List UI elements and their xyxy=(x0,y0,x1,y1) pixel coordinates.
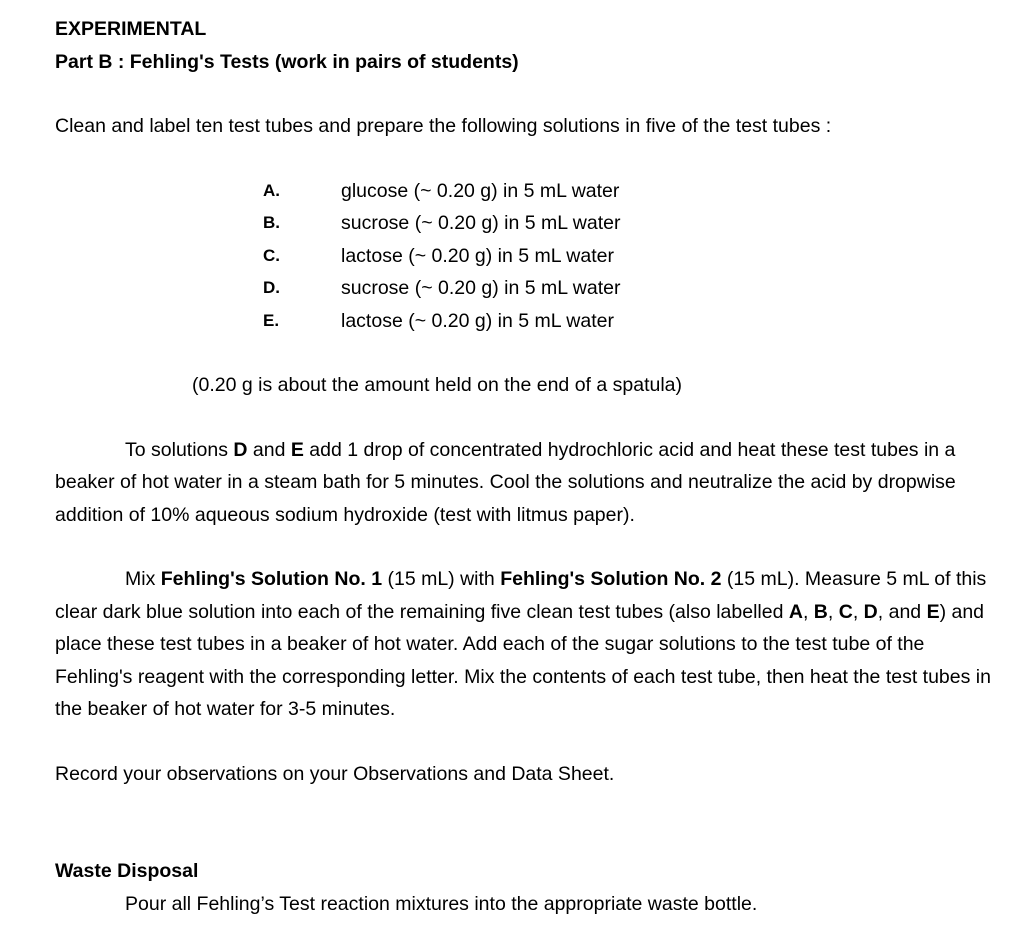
experimental-heading: EXPERIMENTAL xyxy=(55,18,207,40)
fehling-procedure-paragraph: Mix Fehling's Solution No. 1 (15 mL) with Fehling's Solution No. 2 (15 mL). Measure 5 mL of this clear dark blue solution into each of the remaining five clean test tubes (also labelled A, B, C, D, and E) and place these test tubes in a beaker of hot water. Add each of the sugar solutions to the test tube of the Fehling's reagent with the corresponding letter. Mix the contents of each test tube, then heat the test tubes in the beaker of hot water for 3-5 minutes. xyxy=(55,568,991,720)
list-item xyxy=(55,305,995,338)
list-item xyxy=(55,272,995,305)
solution-text: lactose (~ 0.20 g) in 5 mL water xyxy=(341,309,614,332)
acid-hydrolysis-paragraph: To solutions D and E add 1 drop of concentrated hydrochloric acid and heat these test tubes in a beaker of hot water in a steam bath for 5 minutes. Cool the solutions and neutralize the acid by dropwise addition of 10% aqueous sodium hydroxide (test with litmus paper). xyxy=(55,438,956,526)
part-b-heading: Part B : Fehling's Tests (work in pairs of students) xyxy=(55,50,519,73)
solution-text: glucose (~ 0.20 g) in 5 mL water xyxy=(341,179,620,202)
solution-letter: D. xyxy=(263,278,280,297)
solution-text: sucrose (~ 0.20 g) in 5 mL water xyxy=(341,277,621,299)
intro-text: Clean and label ten test tubes and prepare the following solutions in five of the test tubes : xyxy=(55,115,832,137)
list-item xyxy=(55,175,995,208)
waste-disposal-heading: Waste Disposal xyxy=(55,860,199,882)
solution-letter: C. xyxy=(263,245,280,265)
solution-text: sucrose (~ 0.20 g) in 5 mL water xyxy=(341,212,621,234)
solutions-list xyxy=(55,175,995,338)
spatula-note: (0.20 g is about the amount held on the end of a spatula) xyxy=(192,374,683,396)
document-page xyxy=(55,13,995,920)
solution-letter: A. xyxy=(263,180,280,200)
solution-letter: B. xyxy=(263,213,280,232)
waste-disposal-text: Pour all Fehling’s Test reaction mixtures into the appropriate waste bottle. xyxy=(125,892,758,915)
list-item xyxy=(55,207,995,240)
solution-text: lactose (~ 0.20 g) in 5 mL water xyxy=(341,244,614,267)
record-instruction: Record your observations on your Observations and Data Sheet. xyxy=(55,762,615,785)
list-item xyxy=(55,240,995,273)
solution-letter: E. xyxy=(263,310,280,330)
